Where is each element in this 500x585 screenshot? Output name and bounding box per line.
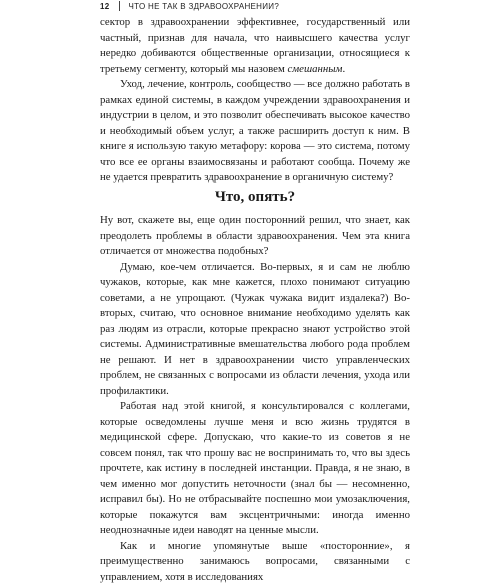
running-head	[100, 0, 279, 12]
paragraph: Ну вот, скажете вы, еще один посторонний решил, что знает, как преодолеть проблемы в области здравоохранения. Чем эта книга отличается от множества подобных?	[100, 213, 410, 260]
paragraph: Как и многие упомянутые выше «посторонние», я преимущественно занимаюсь вопросами, связанными с управлением, хотя в исследованиях	[100, 539, 410, 585]
chapter-title: ЧТО НЕ ТАК В ЗДРАВООХРАНЕНИИ?	[129, 2, 280, 11]
body-text-top	[100, 15, 410, 186]
italic-term: смешанным	[288, 63, 343, 75]
paragraph-line: мы назовем	[231, 63, 287, 75]
paragraph-line: сектор в здравоохранении эффективнее, государственный или частный,	[100, 16, 410, 44]
header-separator	[119, 1, 120, 11]
section-heading: Что, опять?	[100, 189, 410, 206]
paragraph: Думаю, кое-чем отличается. Во-первых, я и сам не люблю чужаков, которые, как мне кажется, плохо понимают ситуацию советами, а не упрощают. (Чужак чужака видит издалека?) Во-вторых, считаю, что основное внимание необходимо уделять как раз людям из отрасли, которые прекрасно знают устройство этой системы. Административные вмешательства любого рода проблем не решают. И нет в здравоохранении чисто управленческих проблем, не связанных с вопросами из области лечения, ухода или профилактики.	[100, 260, 410, 400]
paragraph: Работая над этой книгой, я консультировался с коллегами, которые осведомлены лучше меня и всю жизнь трудятся в медицинской сфере. Допускаю, что какие-то из советов я не совсем понял, так что прошу вас не воспринимать то, что вы здесь прочтете, как истину в последней инстанции. Правда, я не знаю, в чем именно мог допустить неточности (знал бы — несомненно, исправил бы). Но не отбрасывайте поспешно мои умозаключения, которые покажутся вам эксцентричными: иногда именно неоднозначные идеи наводят на ценные мысли.	[100, 399, 410, 539]
paragraph	[100, 15, 410, 77]
paragraph-line: признав для начала, что наивысшего качества услуг нередко добиваются	[100, 32, 410, 60]
paragraph: Уход, лечение, контроль, сообщество — все должно работать в рамках единой системы, в каждом учреждении здравоохранения и индустрии в целом, и это позволит обеспечивать высокое качество и необходимый объем услуг, а также расширить доступ к ним. В книге я использую такую метафору: корова — это система, потому что все ее органы взаимосвязаны и работают сообща. Почему же не удается превратить здравоохранение в органичную систему?	[100, 77, 410, 186]
paragraph-tail: .	[342, 63, 345, 75]
paragraph-line: общественные организации, относящиеся к третьему сегменту, который	[100, 47, 410, 75]
page-number: 12	[100, 2, 110, 11]
body-text-bottom	[100, 213, 410, 585]
